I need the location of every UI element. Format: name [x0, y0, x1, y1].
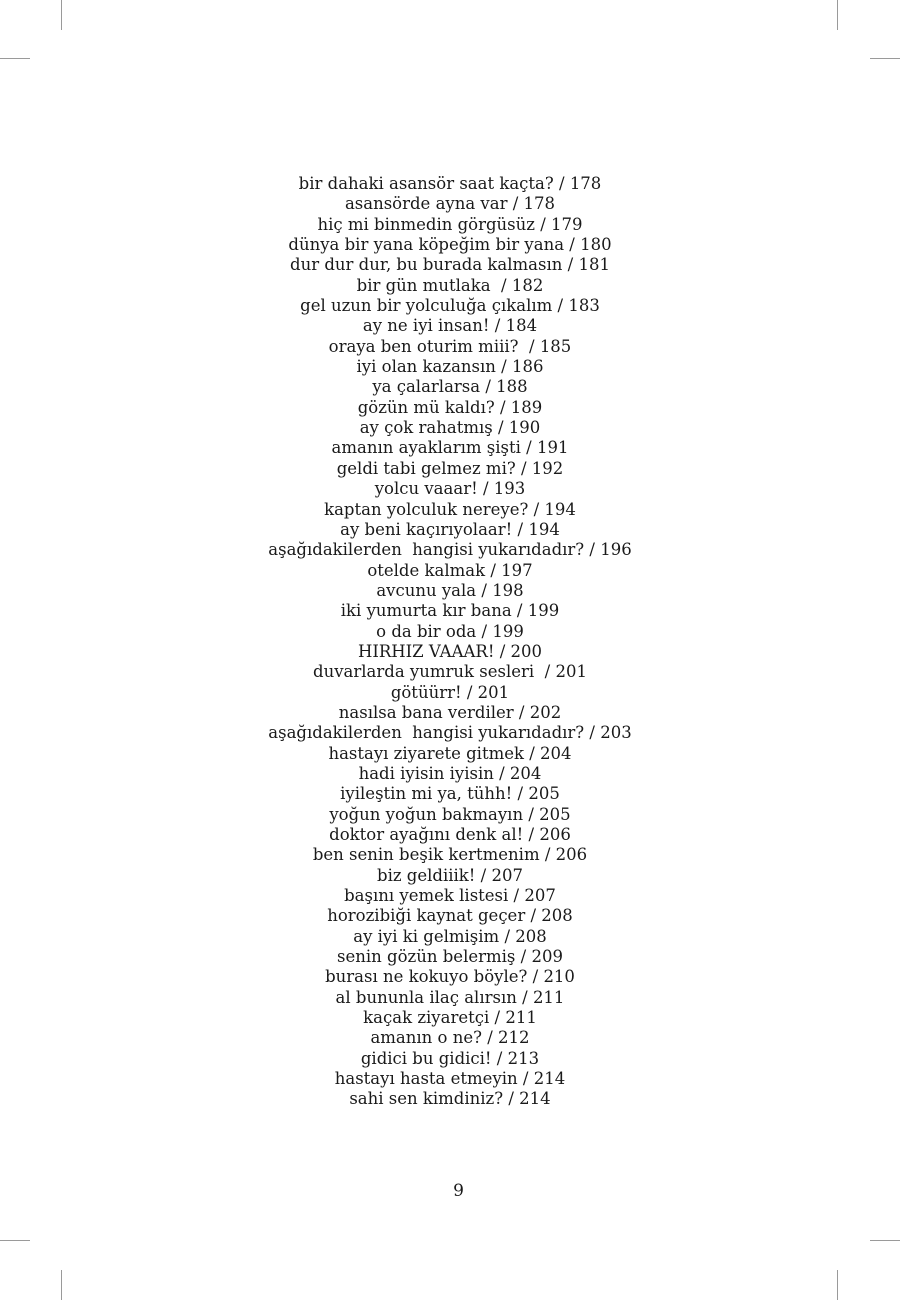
- toc-entry-page: 207: [524, 886, 556, 906]
- toc-entry: [0, 581, 900, 601]
- toc-entry-title: oraya ben oturim miii?: [328, 336, 524, 356]
- toc-entry-page: 212: [498, 1028, 530, 1048]
- toc-entry-title: yoğun yoğun bakmayın: [329, 804, 524, 824]
- table-of-contents: [0, 174, 900, 1110]
- toc-entry-separator: /: [539, 662, 556, 682]
- toc-entry-separator: /: [493, 763, 510, 783]
- toc-entry: [0, 174, 900, 194]
- toc-entry: [0, 438, 900, 458]
- toc-entry-title: horozibiği kaynat geçer: [327, 906, 526, 926]
- toc-entry-page: 191: [536, 438, 569, 458]
- toc-entry: [0, 866, 900, 886]
- toc-entry-page: 207: [491, 865, 523, 885]
- toc-entry: [0, 845, 900, 865]
- toc-entry-separator: /: [562, 255, 579, 275]
- toc-entry-title: dünya bir yana köpeğim bir yana: [288, 235, 565, 255]
- toc-entry-page: 183: [568, 296, 600, 316]
- toc-entry: [0, 540, 900, 560]
- toc-entry-separator: /: [513, 702, 530, 722]
- toc-entry-separator: /: [528, 499, 545, 519]
- toc-entry-page: 193: [493, 479, 526, 499]
- toc-entry-separator: /: [495, 275, 512, 295]
- toc-entry: [0, 296, 900, 316]
- toc-entry-title: ay ne iyi insan!: [362, 316, 490, 336]
- toc-entry-separator: /: [475, 865, 492, 885]
- toc-entry-separator: /: [507, 194, 524, 214]
- toc-entry: [0, 1049, 900, 1069]
- toc-entry-title: gidici bu gidici!: [360, 1048, 492, 1068]
- toc-entry-title: duvarlarda yumruk sesleri: [313, 662, 540, 682]
- toc-entry-separator: /: [523, 336, 540, 356]
- toc-entry-separator: /: [511, 601, 528, 621]
- toc-entry-page: 206: [555, 845, 588, 865]
- toc-entry-page: 201: [477, 682, 510, 702]
- crop-mark-top-left-vertical: [61, 0, 62, 30]
- toc-entry-title: doktor ayağını denk al!: [329, 825, 524, 844]
- toc-entry-title: ben senin beşik kertmenim: [312, 845, 540, 865]
- toc-entry: [0, 377, 900, 397]
- toc-entry-page: 180: [580, 235, 612, 255]
- toc-entry-page: 179: [551, 214, 583, 234]
- toc-entry: [0, 398, 900, 418]
- toc-entry-page: 210: [543, 967, 575, 987]
- toc-entry-title: kaçak ziyaretçi: [363, 1008, 490, 1028]
- toc-entry-title: ay beni kaçırıyolaar!: [340, 519, 513, 539]
- toc-entry-page: 196: [600, 540, 632, 560]
- toc-entry-page: 198: [492, 580, 524, 600]
- toc-entry-page: 206: [539, 825, 571, 844]
- crop-mark-bottom-left-vertical: [61, 1270, 62, 1300]
- toc-entry-title: burası ne kokuyo böyle?: [325, 967, 528, 987]
- toc-entry: [0, 805, 900, 825]
- toc-entry: [0, 357, 900, 377]
- toc-entry-page: 211: [532, 987, 565, 1007]
- toc-entry-separator: /: [517, 1069, 534, 1089]
- toc-entry-separator: /: [503, 1089, 520, 1109]
- toc-entry-separator: /: [508, 886, 525, 906]
- toc-entry: [0, 723, 900, 743]
- toc-entry-page: 200: [510, 641, 543, 661]
- toc-entry-page: 178: [569, 174, 602, 193]
- toc-entry: [0, 764, 900, 784]
- toc-entry: [0, 906, 900, 926]
- toc-entry-title: iyi olan kazansın: [356, 357, 496, 377]
- toc-entry-separator: /: [481, 1028, 499, 1048]
- toc-entry-title: al bununla ilaç alırsın: [335, 987, 517, 1007]
- toc-entry-page: 184: [505, 316, 538, 336]
- toc-entry-title: o da bir oda: [376, 621, 477, 641]
- toc-entry-separator: /: [525, 906, 542, 926]
- toc-entry-title: avcunu yala: [376, 580, 477, 600]
- toc-entry-page: 192: [531, 458, 564, 478]
- toc-entry-separator: /: [523, 804, 540, 824]
- crop-mark-top-right-vertical: [837, 0, 838, 30]
- toc-entry: [0, 235, 900, 255]
- toc-entry-separator: /: [527, 967, 544, 987]
- toc-entry-page: 209: [531, 947, 563, 967]
- crop-mark-bottom-left-horizontal: [0, 1240, 30, 1241]
- toc-entry: [0, 255, 900, 275]
- toc-entry-page: 194: [528, 519, 560, 539]
- toc-entry: [0, 479, 900, 499]
- toc-entry: [0, 1089, 900, 1109]
- toc-entry-page: 203: [600, 723, 632, 743]
- toc-entry-title: götüürr!: [390, 682, 462, 702]
- toc-entry-title: dur dur dur, bu burada kalmasın: [290, 255, 563, 275]
- toc-entry-separator: /: [553, 174, 570, 193]
- toc-entry-title: hastayı hasta etmeyin: [334, 1069, 518, 1089]
- toc-entry-title: yolcu vaaar!: [374, 479, 478, 499]
- toc-entry: [0, 662, 900, 682]
- toc-entry-separator: /: [476, 621, 493, 641]
- toc-entry-page: 208: [515, 926, 547, 946]
- toc-entry-separator: /: [584, 723, 601, 743]
- toc-entry: [0, 622, 900, 642]
- toc-entry-separator: /: [476, 580, 493, 600]
- toc-entry-title: HIRHIZ VAAAR!: [357, 641, 495, 661]
- toc-entry-page: 205: [539, 804, 571, 824]
- toc-entry: [0, 683, 900, 703]
- toc-entry-title: ay iyi ki gelmişim: [353, 926, 500, 946]
- toc-entry-page: 213: [507, 1048, 540, 1068]
- toc-entry-separator: /: [512, 784, 529, 804]
- toc-entry-title: ya çalarlarsa: [372, 377, 481, 397]
- toc-entry-page: 201: [555, 662, 587, 682]
- toc-entry: [0, 642, 900, 662]
- toc-entry-page: 194: [544, 499, 576, 519]
- toc-entry: [0, 194, 900, 214]
- toc-entry-page: 204: [540, 743, 572, 763]
- toc-entry-page: 214: [533, 1069, 566, 1089]
- crop-mark-bottom-right-vertical: [837, 1270, 838, 1300]
- toc-entry: [0, 337, 900, 357]
- toc-entry-page: 208: [541, 906, 573, 926]
- toc-entry-page: 185: [539, 336, 572, 356]
- toc-entry: [0, 784, 900, 804]
- toc-entry-separator: /: [489, 1008, 506, 1028]
- toc-entry-page: 189: [510, 397, 543, 417]
- toc-entry: [0, 927, 900, 947]
- toc-entry-separator: /: [477, 479, 494, 499]
- crop-mark-bottom-right-horizontal: [870, 1240, 900, 1241]
- toc-entry: [0, 215, 900, 235]
- toc-entry-title: geldi tabi gelmez mi?: [336, 458, 516, 478]
- toc-entry-title: amanın ayaklarım şişti: [331, 438, 521, 458]
- toc-entry-page: 214: [519, 1089, 551, 1109]
- toc-entry-separator: /: [564, 235, 581, 255]
- toc-entry: [0, 1028, 900, 1048]
- crop-mark-top-left-horizontal: [0, 58, 30, 59]
- toc-entry-page: 211: [505, 1008, 537, 1028]
- toc-entry-separator: /: [499, 926, 516, 946]
- toc-entry-separator: /: [584, 540, 601, 560]
- toc-entry: [0, 988, 900, 1008]
- toc-entry-page: 197: [501, 560, 533, 580]
- toc-entry-page: 205: [528, 784, 560, 804]
- toc-entry: [0, 601, 900, 621]
- toc-entry: [0, 316, 900, 336]
- toc-entry-title: bir dahaki asansör saat kaçta?: [298, 174, 554, 193]
- toc-entry-separator: /: [480, 377, 497, 397]
- toc-entry-title: aşağıdakilerden hangisi yukarıdadır?: [268, 540, 585, 560]
- toc-entry-separator: /: [485, 560, 502, 580]
- toc-entry-title: hadi iyisin iyisin: [358, 763, 494, 783]
- toc-entry: [0, 520, 900, 540]
- toc-entry-page: 188: [496, 377, 528, 397]
- toc-entry-title: gel uzun bir yolculuğa çıkalım: [300, 296, 553, 316]
- toc-entry: [0, 561, 900, 581]
- toc-entry: [0, 744, 900, 764]
- toc-entry-separator: /: [523, 825, 540, 844]
- toc-entry-title: hastayı ziyarete gitmek: [328, 743, 524, 763]
- toc-entry: [0, 886, 900, 906]
- toc-entry: [0, 967, 900, 987]
- toc-entry-title: otelde kalmak: [367, 560, 486, 580]
- toc-entry-page: 190: [508, 418, 541, 438]
- toc-entry-separator: /: [516, 987, 533, 1007]
- toc-entry: [0, 418, 900, 438]
- toc-entry-separator: /: [494, 397, 511, 417]
- toc-entry-title: ay çok rahatmış: [359, 418, 493, 438]
- toc-entry-title: başını yemek listesi: [344, 886, 509, 906]
- toc-entry-separator: /: [489, 316, 506, 336]
- toc-entry-separator: /: [534, 214, 552, 234]
- toc-entry-title: asansörde ayna var: [344, 194, 508, 214]
- toc-entry-separator: /: [494, 641, 511, 661]
- toc-entry-title: hiç mi binmedin görgüsüz: [317, 214, 535, 234]
- toc-entry: [0, 703, 900, 723]
- toc-entry: [0, 947, 900, 967]
- toc-entry-title: iki yumurta kır bana: [340, 601, 512, 621]
- toc-entry-page: 199: [527, 601, 560, 621]
- toc-entry-page: 178: [523, 194, 556, 214]
- toc-entry-separator: /: [461, 682, 478, 702]
- toc-entry-title: gözün mü kaldı?: [357, 397, 495, 417]
- crop-mark-top-right-horizontal: [870, 58, 900, 59]
- toc-entry: [0, 276, 900, 296]
- toc-entry-page: 186: [511, 357, 544, 377]
- toc-entry-separator: /: [539, 845, 556, 865]
- toc-entry-title: sahi sen kimdiniz?: [349, 1089, 504, 1109]
- toc-entry-title: iyileştin mi ya, tühh!: [340, 784, 513, 804]
- toc-entry-title: biz geldiiik!: [377, 865, 476, 885]
- toc-entry-page: 182: [511, 275, 544, 295]
- toc-entry: [0, 1008, 900, 1028]
- toc-entry-title: aşağıdakilerden hangisi yukarıdadır?: [268, 723, 585, 743]
- toc-entry: [0, 1069, 900, 1089]
- toc-entry-separator: /: [523, 743, 541, 763]
- toc-entry: [0, 825, 900, 845]
- toc-entry-separator: /: [515, 947, 532, 967]
- toc-entry-separator: /: [495, 357, 512, 377]
- toc-entry-title: nasılsa bana verdiler: [338, 702, 514, 722]
- toc-entry-page: 202: [529, 702, 562, 722]
- toc-entry-separator: /: [512, 519, 529, 539]
- toc-entry-separator: /: [492, 418, 509, 438]
- toc-entry-title: amanın o ne?: [370, 1028, 482, 1048]
- toc-entry: [0, 459, 900, 479]
- toc-entry: [0, 500, 900, 520]
- toc-entry-page: 199: [492, 621, 524, 641]
- page-number: 9: [453, 1181, 464, 1201]
- toc-entry-title: bir gün mutlaka: [356, 275, 496, 295]
- toc-entry-page: 181: [578, 255, 610, 275]
- toc-entry-title: kaptan yolculuk nereye?: [324, 499, 529, 519]
- toc-entry-page: 204: [509, 763, 542, 783]
- toc-entry-separator: /: [515, 458, 532, 478]
- toc-entry-title: senin gözün belermiş: [337, 947, 516, 967]
- toc-entry-separator: /: [491, 1048, 508, 1068]
- toc-entry-separator: /: [520, 438, 537, 458]
- toc-entry-separator: /: [552, 296, 569, 316]
